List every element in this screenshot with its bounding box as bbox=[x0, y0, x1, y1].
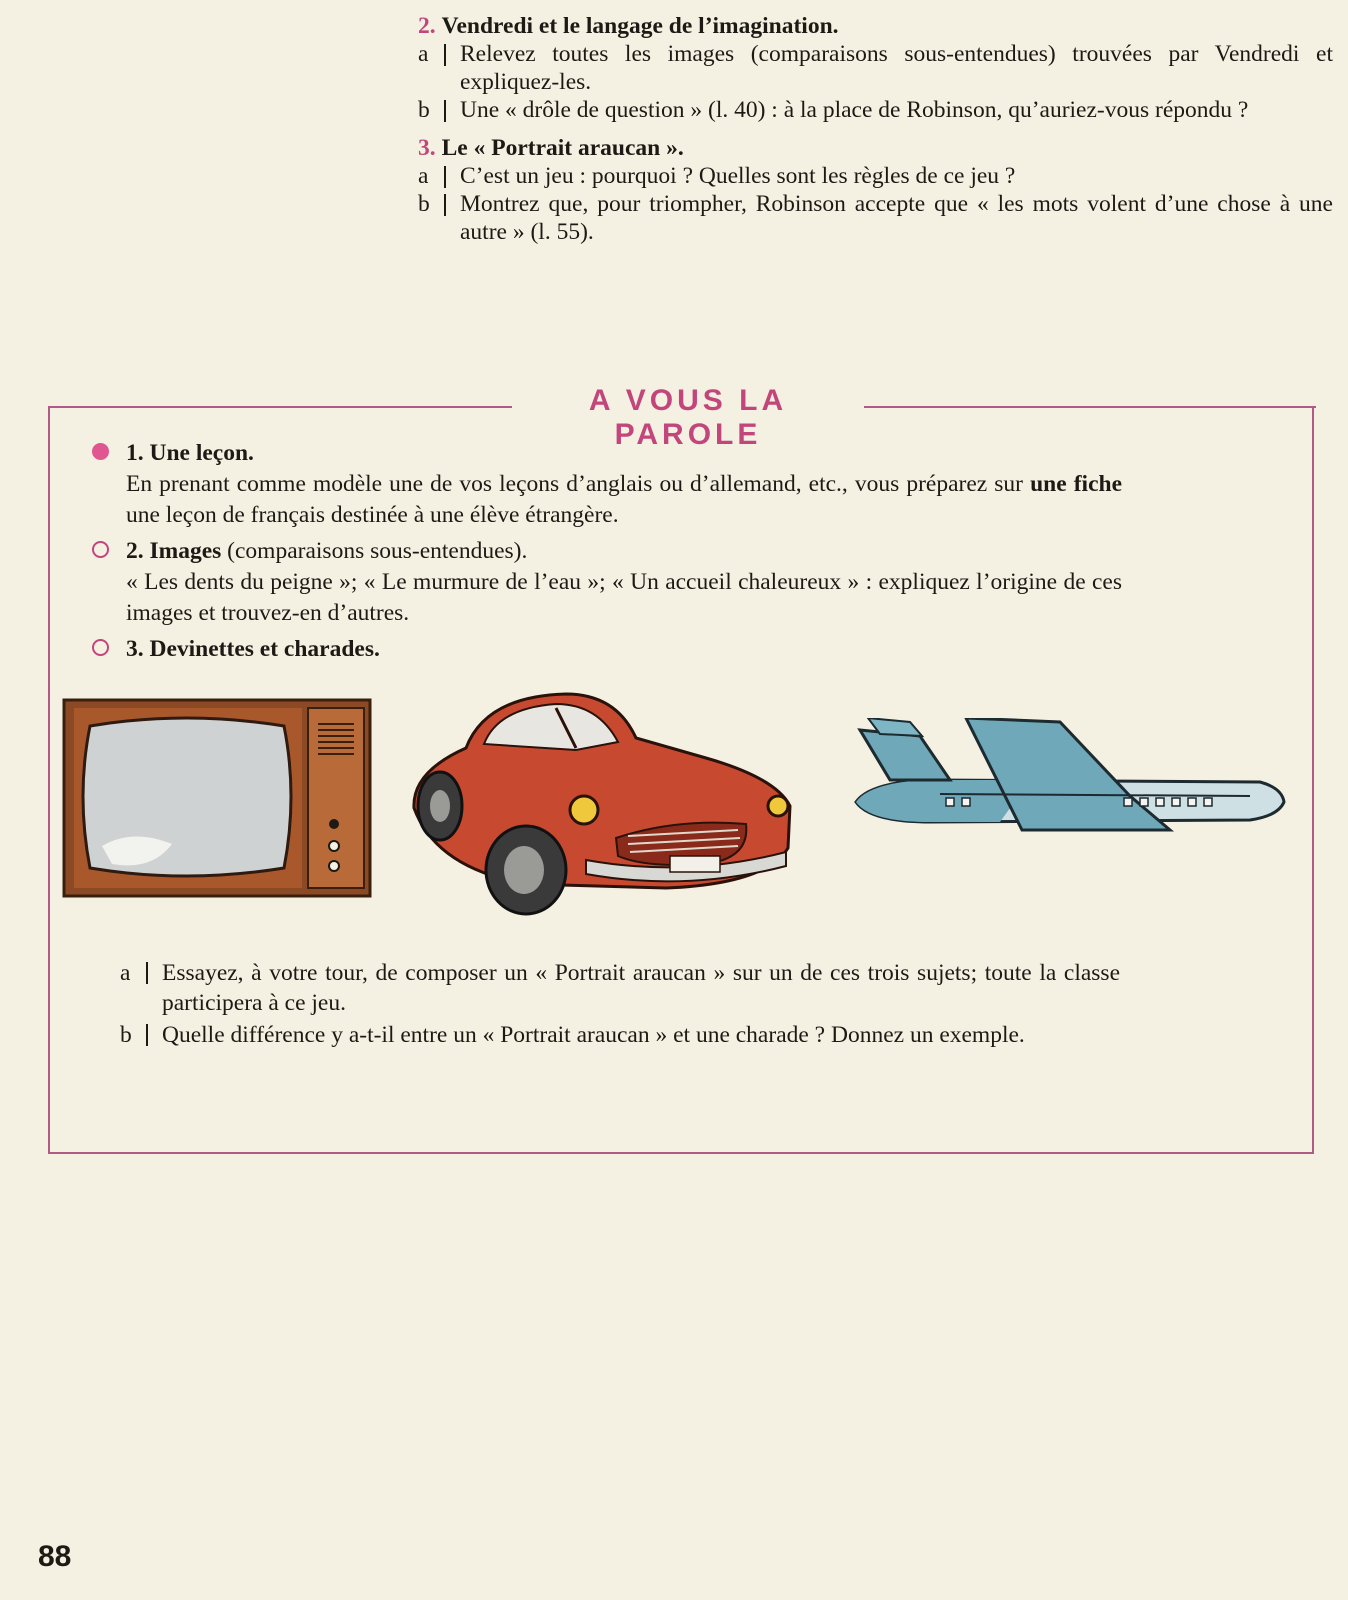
question-3 bbox=[418, 134, 1333, 246]
sub-text: Une « drôle de question » (l. 40) : à la place de Robinson, qu’auriez-vous répondu ? bbox=[460, 97, 1249, 123]
sub-item bbox=[418, 96, 1333, 124]
sub-letter: a bbox=[418, 41, 429, 67]
sub-text: Montrez que, pour triompher, Robinson accepte que « les mots volent d’une chose à une autre » (l. 55). bbox=[460, 191, 1333, 245]
sub-letter: a bbox=[120, 960, 131, 986]
a-vous-la-parole-box bbox=[48, 384, 1314, 1154]
exercise-title: Une leçon. bbox=[149, 440, 254, 466]
question-number: 3. bbox=[418, 135, 436, 161]
sub-item bbox=[418, 190, 1333, 246]
exercise-title: Images bbox=[149, 538, 222, 564]
sub-text: C’est un jeu : pourquoi ? Quelles sont les règles de ce jeu ? bbox=[460, 163, 1016, 189]
exercise-2 bbox=[92, 536, 1122, 629]
sub-letter: b bbox=[418, 97, 430, 123]
divider bbox=[444, 100, 446, 122]
exercise-number: 3. bbox=[126, 636, 144, 662]
exercise-title-suffix: (comparaisons sous-entendues). bbox=[227, 538, 528, 564]
divider bbox=[444, 166, 446, 188]
final-questions bbox=[120, 958, 1120, 1052]
divider bbox=[444, 44, 446, 66]
divider bbox=[146, 962, 148, 984]
sub-item bbox=[418, 40, 1333, 96]
sub-item bbox=[120, 958, 1120, 1018]
box-top-border-right bbox=[864, 406, 1316, 408]
car-illustration bbox=[406, 688, 796, 918]
divider bbox=[146, 1024, 148, 1046]
sub-text: Relevez toutes les images (comparaisons sous-entendues) trouvées par Vendredi et expliquez-les. bbox=[460, 41, 1333, 95]
sub-text: Essayez, à votre tour, de composer un « Portrait araucan » sur un de ces trois sujets; toute la classe participera à ce jeu. bbox=[162, 960, 1120, 1016]
sub-item bbox=[120, 1020, 1120, 1050]
page-number: 88 bbox=[38, 1540, 72, 1573]
exercise-number: 2. bbox=[126, 538, 144, 564]
box-top-border-left bbox=[50, 406, 512, 408]
sub-text: Quelle différence y a-t-il entre un « Portrait araucan » et une charade ? Donnez un exemple. bbox=[162, 1022, 1025, 1048]
question-number: 2. bbox=[418, 13, 436, 39]
divider bbox=[444, 194, 446, 216]
sub-item bbox=[418, 162, 1333, 190]
sub-letter: a bbox=[418, 163, 429, 189]
exercise-title: Devinettes et charades. bbox=[149, 636, 380, 662]
sub-letter: b bbox=[418, 191, 430, 217]
empty-bullet-icon bbox=[92, 639, 109, 656]
exercise-3 bbox=[92, 634, 1122, 665]
exercise-text: « Les dents du peigne »; « Le murmure de l’eau »; « Un accueil chaleureux » : expliquez l’origine de ces images et trouvez-en d’autres. bbox=[126, 569, 1122, 626]
filled-bullet-icon bbox=[92, 443, 109, 460]
airplane-illustration bbox=[850, 718, 1290, 844]
questions-section bbox=[418, 8, 1333, 246]
television-illustration bbox=[62, 696, 374, 902]
sub-letter: b bbox=[120, 1022, 132, 1048]
exercise-number: 1. bbox=[126, 440, 144, 466]
question-2 bbox=[418, 12, 1333, 124]
empty-bullet-icon bbox=[92, 541, 109, 558]
question-title: Le « Portrait araucan ». bbox=[441, 135, 684, 161]
exercise-text: En prenant comme modèle une de vos leçons d’anglais ou d’allemand, etc., vous préparez sur une fiche une leçon de français destinée à une élève étrangère. bbox=[126, 471, 1123, 528]
box-title: A VOUS LA PAROLE bbox=[512, 384, 864, 452]
exercise-1 bbox=[92, 438, 1122, 531]
question-title: Vendredi et le langage de l’imagination. bbox=[441, 13, 839, 39]
